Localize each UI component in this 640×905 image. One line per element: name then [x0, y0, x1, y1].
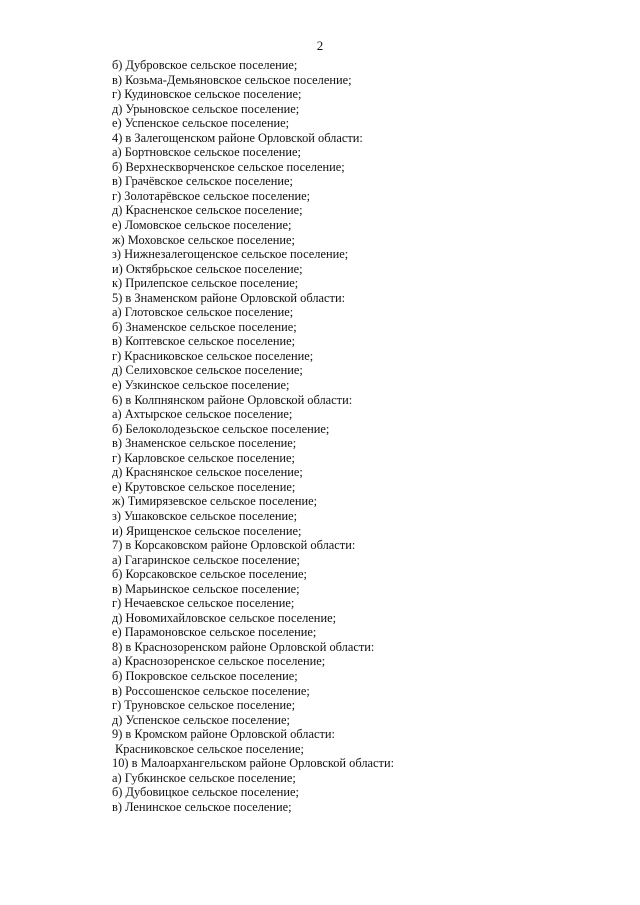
- list-item: а) Гагаринское сельское поселение;: [112, 552, 300, 567]
- list-item: в) Марьинское сельское поселение;: [112, 581, 300, 596]
- settlement-list: [112, 58, 552, 814]
- list-item: б) Знаменское сельское поселение;: [112, 319, 297, 334]
- list-item: е) Парамоновское сельское поселение;: [112, 625, 317, 640]
- list-item: а) Бортновское сельское поселение;: [112, 145, 301, 160]
- list-item: в) Козьма-Демьяновское сельское поселение;: [112, 72, 352, 87]
- list-item: и) Октябрьское сельское поселение;: [112, 261, 303, 276]
- district-heading: 8) в Краснозоренском районе Орловской области:: [112, 639, 375, 654]
- list-item: з) Нижнезалегощенское сельское поселение;: [112, 247, 349, 262]
- list-item: б) Белоколодезьское сельское поселение;: [112, 421, 330, 436]
- list-item: Красниковское сельское поселение;: [115, 741, 304, 756]
- list-item: г) Карловское сельское поселение;: [112, 450, 295, 465]
- list-item: г) Труновское сельское поселение;: [112, 698, 296, 713]
- district-heading: 6) в Колпнянском районе Орловской области:: [112, 392, 353, 407]
- list-item: е) Узкинское сельское поселение;: [112, 378, 290, 393]
- list-item: в) Грачёвское сельское поселение;: [112, 174, 293, 189]
- list-item: ж) Моховское сельское поселение;: [112, 232, 295, 247]
- list-item: а) Губкинское сельское поселение;: [112, 770, 296, 785]
- list-item: а) Ахтырское сельское поселение;: [112, 407, 293, 422]
- list-item: в) Знаменское сельское поселение;: [112, 436, 297, 451]
- list-item: д) Новомихайловское сельское поселение;: [112, 610, 337, 625]
- list-item: г) Красниковское сельское поселение;: [112, 348, 314, 363]
- list-item: б) Верхнескворченское сельское поселение;: [112, 159, 345, 174]
- list-item: б) Дубовицкое сельское поселение;: [112, 785, 299, 800]
- list-item: з) Ушаковское сельское поселение;: [112, 508, 298, 523]
- list-item: в) Россошенское сельское поселение;: [112, 683, 310, 698]
- list-item: д) Урыновское сельское поселение;: [112, 101, 300, 116]
- list-item: г) Нечаевское сельское поселение;: [112, 596, 295, 611]
- list-item: б) Дубровское сельское поселение;: [112, 58, 298, 72]
- list-item: в) Коптевское сельское поселение;: [112, 334, 296, 349]
- list-item: а) Краснозоренское сельское поселение;: [112, 654, 326, 669]
- list-item: д) Красненское сельское поселение;: [112, 203, 303, 218]
- list-item: д) Селиховское сельское поселение;: [112, 363, 303, 378]
- list-item: д) Успенское сельское поселение;: [112, 712, 290, 727]
- list-item: е) Ломовское сельское поселение;: [112, 218, 292, 233]
- list-item: г) Золотарёвское сельское поселение;: [112, 188, 311, 203]
- list-item: б) Корсаковское сельское поселение;: [112, 567, 307, 582]
- list-item: к) Прилепское сельское поселение;: [112, 276, 299, 291]
- list-item: е) Крутовское сельское поселение;: [112, 479, 296, 494]
- list-item: ж) Тимирязевское сельское поселение;: [112, 494, 318, 509]
- list-item: а) Глотовское сельское поселение;: [112, 305, 294, 320]
- list-item: б) Покровское сельское поселение;: [112, 668, 298, 683]
- list-item: в) Ленинское сельское поселение;: [112, 799, 292, 814]
- district-heading: 4) в Залегощенском районе Орловской области:: [112, 130, 363, 145]
- list-item: е) Успенское сельское поселение;: [112, 116, 290, 131]
- list-item: д) Краснянское сельское поселение;: [112, 465, 303, 480]
- district-heading: 7) в Корсаковском районе Орловской области:: [112, 538, 356, 553]
- district-heading: 10) в Малоархангельском районе Орловской области:: [112, 756, 395, 771]
- district-heading: 9) в Кромском районе Орловской области:: [112, 727, 335, 742]
- list-item: г) Кудиновское сельское поселение;: [112, 87, 302, 102]
- list-item: и) Ярищенское сельское поселение;: [112, 523, 302, 538]
- page-number: 2: [316, 38, 324, 53]
- district-heading: 5) в Знаменском районе Орловской области:: [112, 290, 346, 305]
